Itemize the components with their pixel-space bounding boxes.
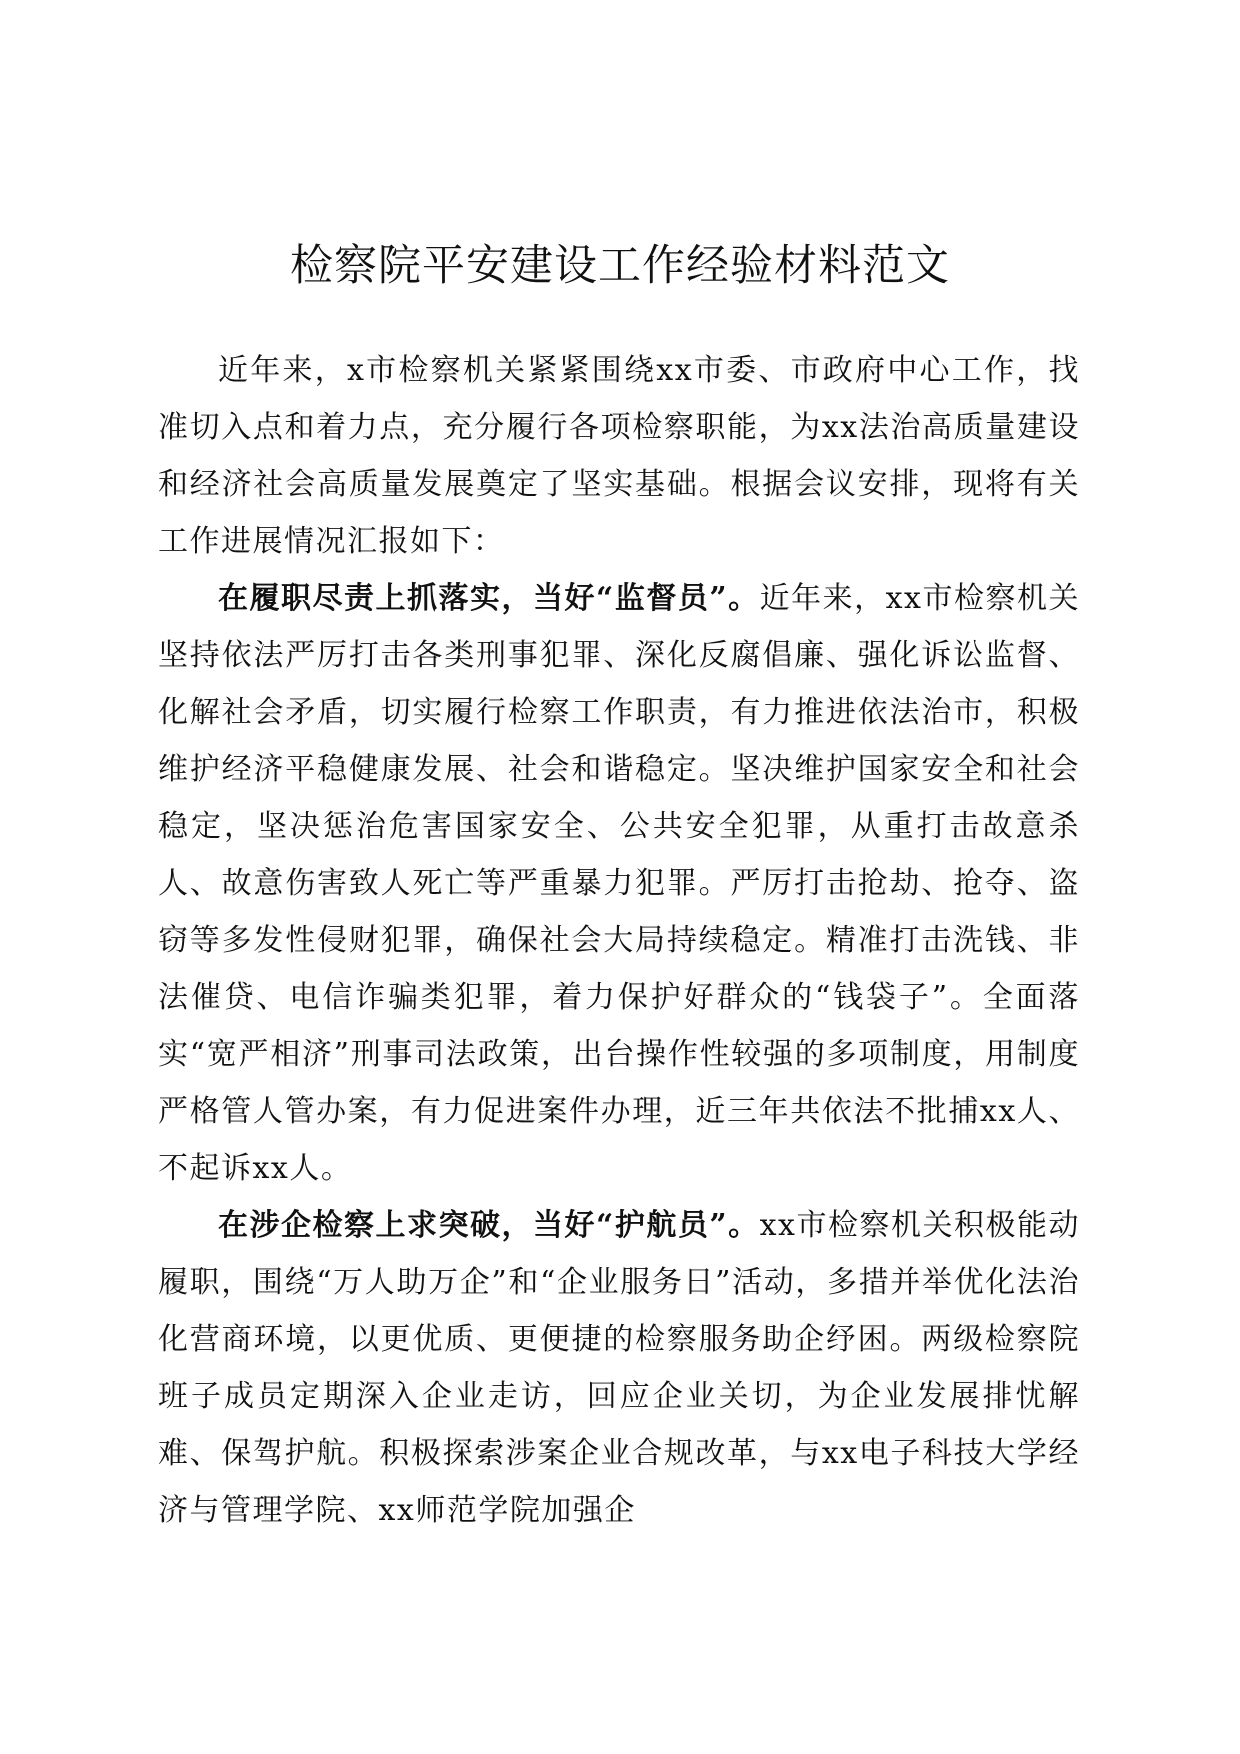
paragraph-supervisor-text: 近年来，xx市检察机关坚持依法严厉打击各类刑事犯罪、深化反腐倡廉、强化诉讼监督、化解社会矛盾，切实履行检察工作职责，有力推进依法治市，积极维护经济平稳健康发展、社会和谐稳定。坚决维护国家安全和社会稳定，坚决惩治危害国家安全、公共安全犯罪，从重打击故意杀人、故意伤害致人死亡等严重暴力犯罪。严厉打击抢劫、抢夺、盗窃等多发性侵财犯罪，确保社会大局持续稳定。精准打击洗钱、非法催贷、电信诈骗类犯罪，着力保护好群众的“钱袋子”。全面落实“宽严相济”刑事司法政策，出台操作性较强的多项制度，用制度严格管人管办案，有力促进案件办理，近三年共依法不批捕xx人、不起诉xx人。 — [158, 581, 1080, 1186]
paragraph-supervisor-heading: 在履职尽责上抓落实，当好“监督员”。 — [218, 581, 760, 616]
document-body — [158, 342, 1080, 1539]
document-title: 检察院平安建设工作经验材料范文 — [290, 241, 950, 291]
paragraph-intro — [158, 342, 1080, 570]
paragraph-intro-text: 近年来，x市检察机关紧紧围绕xx市委、市政府中心工作，找准切入点和着力点，充分履行各项检察职能，为xx法治高质量建设和经济社会高质量发展奠定了坚实基础。根据会议安排，现将有关工作进展情况汇报如下： — [158, 353, 1080, 559]
paragraph-escort-text: xx市检察机关积极能动履职，围绕“万人助万企”和“企业服务日”活动，多措并举优化法治化营商环境，以更优质、更便捷的检察服务助企纾困。两级检察院班子成员定期深入企业走访，回应企业关切，为企业发展排忧解难、保驾护航。积极探索涉案企业合规改革，与xx电子科技大学经济与管理学院、xx师范学院加强企 — [158, 1208, 1080, 1528]
paragraph-supervisor — [158, 570, 1080, 1197]
paragraph-escort — [158, 1197, 1080, 1539]
paragraph-escort-heading: 在涉企检察上求突破，当好“护航员”。 — [218, 1208, 760, 1243]
